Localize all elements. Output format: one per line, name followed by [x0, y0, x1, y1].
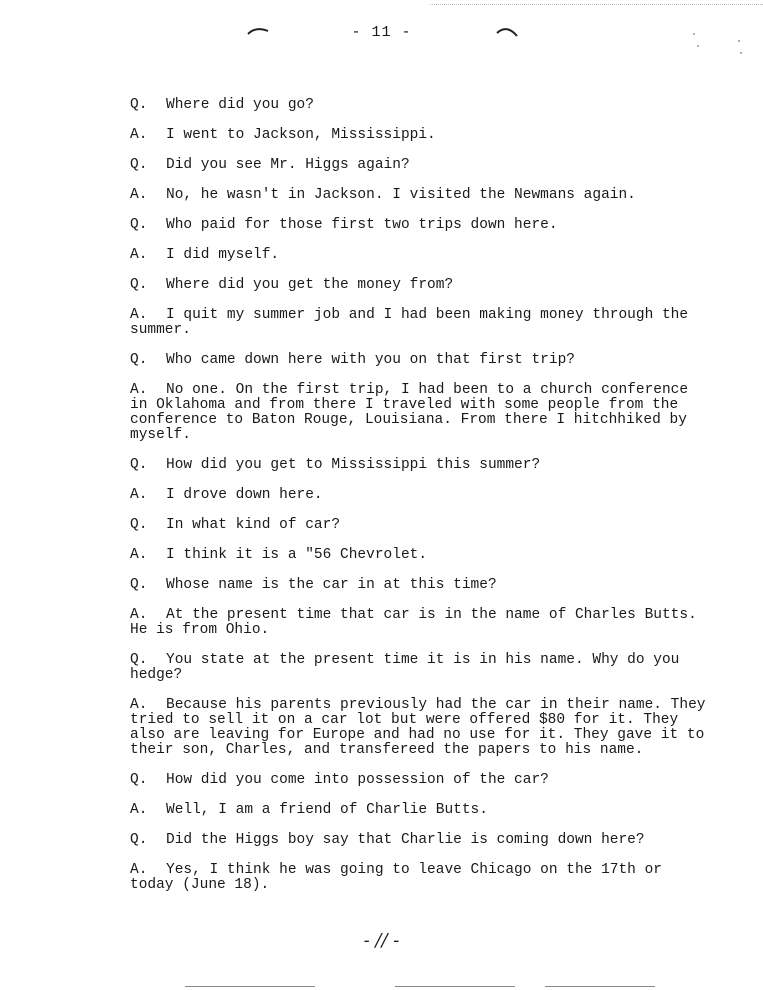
answer-entry: [130, 863, 710, 893]
entry-text: You state at the present time it is in his name. Why do you hedge?: [130, 652, 680, 683]
entry-text: In what kind of car?: [166, 517, 341, 533]
speaker-label: Q.: [130, 97, 148, 113]
entry-text: Who paid for those first two trips down here.: [166, 217, 558, 233]
bottom-rule: [545, 986, 655, 987]
speaker-label: Q.: [130, 352, 148, 368]
entry-text: Who came down here with you on that first trip?: [166, 352, 575, 368]
entry-text: Yes, I think he was going to leave Chicago on the 17th or today (June 18).: [130, 862, 662, 893]
speaker-label: Q.: [130, 772, 148, 788]
entry-text: Did the Higgs boy say that Charlie is coming down here?: [166, 832, 645, 848]
entry-text: Because his parents previously had the car in their name. They tried to sell it on a car lot but were offered $80 for it. They also are leaving for Europe and had no use for it. They gave it to their son, Charles, and transfereed the papers to his name.: [130, 697, 706, 758]
answer-entry: [130, 308, 710, 338]
speaker-label: A.: [130, 187, 148, 203]
entry-text: Where did you go?: [166, 97, 314, 113]
speaker-label: A.: [130, 607, 148, 623]
speaker-label: Q.: [130, 457, 148, 473]
speaker-label: A.: [130, 307, 148, 323]
entry-text: Whose name is the car in at this time?: [166, 577, 497, 593]
question-entry: [130, 218, 710, 233]
speaker-label: A.: [130, 487, 148, 503]
entry-text: I think it is a "56 Chevrolet.: [166, 547, 428, 563]
entry-text: I did myself.: [166, 247, 280, 263]
answer-entry: [130, 548, 710, 563]
question-entry: [130, 353, 710, 368]
page-number: - 11 -: [351, 24, 412, 41]
answer-entry: [130, 803, 710, 818]
question-entry: [130, 833, 710, 848]
entry-text: I went to Jackson, Mississippi.: [166, 127, 436, 143]
speck: [693, 33, 695, 35]
speaker-label: A.: [130, 547, 148, 563]
speaker-label: Q.: [130, 517, 148, 533]
handwritten-page-number: - // -: [363, 930, 400, 951]
answer-entry: [130, 188, 710, 203]
speaker-label: A.: [130, 382, 148, 398]
question-entry: [130, 98, 710, 113]
answer-entry: [130, 383, 710, 443]
speaker-label: A.: [130, 127, 148, 143]
question-entry: [130, 458, 710, 473]
answer-entry: [130, 128, 710, 143]
answer-entry: [130, 488, 710, 503]
speck: [740, 52, 742, 54]
transcript: [130, 98, 710, 908]
answer-entry: [130, 698, 710, 758]
speaker-label: A.: [130, 697, 148, 713]
speck: [738, 40, 740, 42]
answer-entry: [130, 608, 710, 638]
speaker-label: Q.: [130, 577, 148, 593]
entry-text: How did you get to Mississippi this summer?: [166, 457, 541, 473]
speaker-label: Q.: [130, 277, 148, 293]
entry-text: Did you see Mr. Higgs again?: [166, 157, 410, 173]
entry-text: Well, I am a friend of Charlie Butts.: [166, 802, 488, 818]
bottom-rule: [395, 986, 515, 987]
bottom-rule: [185, 986, 315, 987]
top-dotted-edge: [430, 4, 763, 5]
speaker-label: Q.: [130, 652, 148, 668]
speaker-label: Q.: [130, 217, 148, 233]
answer-entry: [130, 248, 710, 263]
question-entry: [130, 653, 710, 683]
speaker-label: A.: [130, 802, 148, 818]
question-entry: [130, 158, 710, 173]
entry-text: At the present time that car is in the name of Charles Butts. He is from Ohio.: [130, 607, 697, 638]
entry-text: No, he wasn't in Jackson. I visited the Newmans again.: [166, 187, 636, 203]
speaker-label: A.: [130, 247, 148, 263]
entry-text: No one. On the first trip, I had been to a church conference in Oklahoma and from there I traveled with some people from the conference to Baton Rouge, Louisiana. From there I hitchhiked by myself.: [130, 382, 689, 443]
entry-text: I drove down here.: [166, 487, 323, 503]
speaker-label: Q.: [130, 832, 148, 848]
question-entry: [130, 278, 710, 293]
question-entry: [130, 578, 710, 593]
question-entry: [130, 518, 710, 533]
bracket-mark-right: [495, 24, 519, 38]
question-entry: [130, 773, 710, 788]
entry-text: Where did you get the money from?: [166, 277, 454, 293]
speck: [697, 45, 699, 47]
speaker-label: Q.: [130, 157, 148, 173]
entry-text: I quit my summer job and I had been making money through the summer.: [130, 307, 689, 338]
speaker-label: A.: [130, 862, 148, 878]
entry-text: How did you come into possession of the car?: [166, 772, 549, 788]
